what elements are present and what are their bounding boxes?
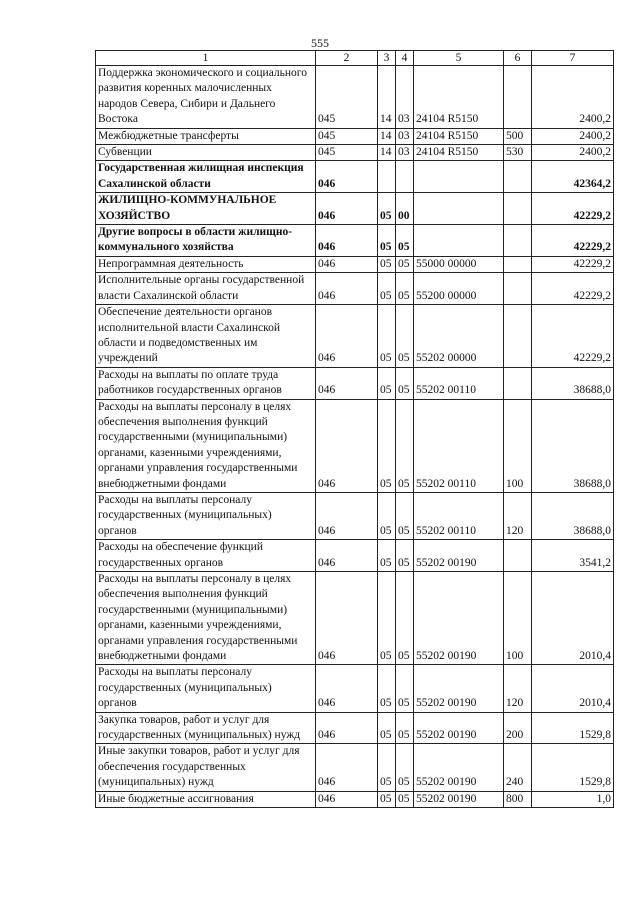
subsection-cell: 00 bbox=[396, 193, 414, 225]
row-name-cell: Субвенции bbox=[96, 145, 316, 161]
expense-type-cell bbox=[504, 193, 532, 225]
expense-type-cell: 100 bbox=[504, 572, 532, 665]
subsection-cell: 05 bbox=[396, 665, 414, 712]
amount-cell: 3541,2 bbox=[532, 540, 614, 572]
admin-code-cell: 046 bbox=[316, 540, 378, 572]
subsection-cell: 05 bbox=[396, 712, 414, 744]
section-cell: 14 bbox=[378, 128, 396, 144]
table-row bbox=[96, 193, 614, 225]
subsection-cell: 05 bbox=[396, 399, 414, 492]
target-article-cell: 55202 00110 bbox=[414, 492, 504, 539]
page-number: 555 bbox=[311, 36, 329, 50]
target-article-cell: 24104 R5150 bbox=[414, 128, 504, 144]
table-row bbox=[96, 492, 614, 539]
expense-type-cell bbox=[504, 305, 532, 368]
expense-type-cell bbox=[504, 540, 532, 572]
section-cell: 05 bbox=[378, 399, 396, 492]
amount-cell: 42229,2 bbox=[532, 273, 614, 305]
expense-type-cell: 500 bbox=[504, 128, 532, 144]
amount-cell: 42229,2 bbox=[532, 256, 614, 272]
target-article-cell: 55202 00190 bbox=[414, 744, 504, 791]
admin-code-cell: 046 bbox=[316, 225, 378, 257]
admin-code-cell: 046 bbox=[316, 492, 378, 539]
table-row bbox=[96, 399, 614, 492]
subsection-cell: 05 bbox=[396, 791, 414, 807]
expense-type-cell bbox=[504, 161, 532, 193]
expense-type-cell: 530 bbox=[504, 145, 532, 161]
table-row bbox=[96, 305, 614, 368]
row-name-cell: Поддержка экономического и социального развития коренных малочисленных народов Севера, Сибири и Дальнего Востока bbox=[96, 66, 316, 129]
target-article-cell: 55202 00000 bbox=[414, 305, 504, 368]
table-row bbox=[96, 161, 614, 193]
target-article-cell: 55202 00190 bbox=[414, 665, 504, 712]
row-name-cell: Другие вопросы в области жилищно-коммунального хозяйства bbox=[96, 225, 316, 257]
target-article-cell: 55000 00000 bbox=[414, 256, 504, 272]
expense-type-cell: 800 bbox=[504, 791, 532, 807]
subsection-cell: 05 bbox=[396, 540, 414, 572]
target-article-cell: 55200 00000 bbox=[414, 273, 504, 305]
target-article-cell: 55202 00110 bbox=[414, 399, 504, 492]
target-article-cell: 24104 R5150 bbox=[414, 145, 504, 161]
table-row bbox=[96, 665, 614, 712]
amount-cell: 2010,4 bbox=[532, 665, 614, 712]
admin-code-cell: 046 bbox=[316, 399, 378, 492]
amount-cell: 1529,8 bbox=[532, 712, 614, 744]
subsection-cell: 05 bbox=[396, 744, 414, 791]
row-name-cell: Расходы на обеспечение функций государственных органов bbox=[96, 540, 316, 572]
column-header: 6 bbox=[504, 51, 532, 66]
admin-code-cell: 046 bbox=[316, 791, 378, 807]
subsection-cell: 05 bbox=[396, 492, 414, 539]
section-cell: 05 bbox=[378, 540, 396, 572]
table-row bbox=[96, 145, 614, 161]
subsection-cell bbox=[396, 161, 414, 193]
expense-type-cell: 240 bbox=[504, 744, 532, 791]
row-name-cell: Закупка товаров, работ и услуг для государственных (муниципальных) нужд bbox=[96, 712, 316, 744]
subsection-cell: 05 bbox=[396, 256, 414, 272]
amount-cell: 1,0 bbox=[532, 791, 614, 807]
column-header: 4 bbox=[396, 51, 414, 66]
section-cell: 05 bbox=[378, 744, 396, 791]
expense-type-cell bbox=[504, 273, 532, 305]
column-header: 5 bbox=[414, 51, 504, 66]
table-row bbox=[96, 540, 614, 572]
table-header-row bbox=[96, 51, 614, 66]
admin-code-cell: 045 bbox=[316, 66, 378, 129]
amount-cell: 38688,0 bbox=[532, 492, 614, 539]
amount-cell: 42229,2 bbox=[532, 305, 614, 368]
admin-code-cell: 045 bbox=[316, 145, 378, 161]
section-cell: 05 bbox=[378, 665, 396, 712]
section-cell: 05 bbox=[378, 305, 396, 368]
admin-code-cell: 046 bbox=[316, 572, 378, 665]
section-cell: 14 bbox=[378, 145, 396, 161]
row-name-cell: ЖИЛИЩНО-КОММУНАЛЬНОЕ ХОЗЯЙСТВО bbox=[96, 193, 316, 225]
amount-cell: 42229,2 bbox=[532, 193, 614, 225]
target-article-cell: 55202 00190 bbox=[414, 572, 504, 665]
section-cell: 05 bbox=[378, 572, 396, 665]
row-name-cell: Расходы на выплаты персоналу государственных (муниципальных) органов bbox=[96, 492, 316, 539]
subsection-cell: 03 bbox=[396, 128, 414, 144]
target-article-cell bbox=[414, 225, 504, 257]
admin-code-cell: 046 bbox=[316, 665, 378, 712]
row-name-cell: Расходы на выплаты персоналу в целях обеспечения выполнения функций государственными (муниципальными) органами, казенными учреждениями, органами управления государственными внебюджетными фондами bbox=[96, 399, 316, 492]
table-body bbox=[96, 66, 614, 808]
admin-code-cell: 046 bbox=[316, 305, 378, 368]
subsection-cell: 03 bbox=[396, 145, 414, 161]
admin-code-cell: 046 bbox=[316, 193, 378, 225]
subsection-cell: 05 bbox=[396, 273, 414, 305]
admin-code-cell: 046 bbox=[316, 367, 378, 399]
row-name-cell: Межбюджетные трансферты bbox=[96, 128, 316, 144]
row-name-cell: Государственная жилищная инспекция Сахалинской области bbox=[96, 161, 316, 193]
column-header: 2 bbox=[316, 51, 378, 66]
target-article-cell: 55202 00190 bbox=[414, 540, 504, 572]
table-row bbox=[96, 712, 614, 744]
subsection-cell: 05 bbox=[396, 305, 414, 368]
section-cell: 14 bbox=[378, 66, 396, 129]
amount-cell: 42229,2 bbox=[532, 225, 614, 257]
amount-cell: 2400,2 bbox=[532, 66, 614, 129]
section-cell: 05 bbox=[378, 492, 396, 539]
subsection-cell: 03 bbox=[396, 66, 414, 129]
section-cell: 05 bbox=[378, 367, 396, 399]
admin-code-cell: 045 bbox=[316, 128, 378, 144]
target-article-cell bbox=[414, 193, 504, 225]
amount-cell: 2400,2 bbox=[532, 128, 614, 144]
column-header: 1 bbox=[96, 51, 316, 66]
expense-type-cell bbox=[504, 367, 532, 399]
column-header: 3 bbox=[378, 51, 396, 66]
admin-code-cell: 046 bbox=[316, 712, 378, 744]
amount-cell: 38688,0 bbox=[532, 367, 614, 399]
target-article-cell: 55202 00110 bbox=[414, 367, 504, 399]
row-name-cell: Исполнительные органы государственной власти Сахалинской области bbox=[96, 273, 316, 305]
row-name-cell: Иные бюджетные ассигнования bbox=[96, 791, 316, 807]
expense-type-cell bbox=[504, 66, 532, 129]
admin-code-cell: 046 bbox=[316, 256, 378, 272]
table-row bbox=[96, 128, 614, 144]
section-cell: 05 bbox=[378, 791, 396, 807]
subsection-cell: 05 bbox=[396, 367, 414, 399]
table-row bbox=[96, 256, 614, 272]
row-name-cell: Расходы на выплаты персоналу в целях обеспечения выполнения функций государственными (муниципальными) органами, казенными учреждениями, органами управления государственными внебюджетными фондами bbox=[96, 572, 316, 665]
expense-type-cell: 100 bbox=[504, 399, 532, 492]
table-row bbox=[96, 744, 614, 791]
admin-code-cell: 046 bbox=[316, 273, 378, 305]
row-name-cell: Обеспечение деятельности органов исполнительной власти Сахалинской области и подведомственных им учреждений bbox=[96, 305, 316, 368]
column-header: 7 bbox=[532, 51, 614, 66]
expense-type-cell bbox=[504, 256, 532, 272]
row-name-cell: Непрограммная деятельность bbox=[96, 256, 316, 272]
amount-cell: 42364,2 bbox=[532, 161, 614, 193]
amount-cell: 1529,8 bbox=[532, 744, 614, 791]
section-cell: 05 bbox=[378, 273, 396, 305]
row-name-cell: Расходы на выплаты по оплате труда работников государственных органов bbox=[96, 367, 316, 399]
table-row bbox=[96, 367, 614, 399]
expense-type-cell: 200 bbox=[504, 712, 532, 744]
target-article-cell bbox=[414, 161, 504, 193]
section-cell bbox=[378, 161, 396, 193]
target-article-cell: 24104 R5150 bbox=[414, 66, 504, 129]
table-row bbox=[96, 791, 614, 807]
subsection-cell: 05 bbox=[396, 225, 414, 257]
section-cell: 05 bbox=[378, 256, 396, 272]
amount-cell: 38688,0 bbox=[532, 399, 614, 492]
budget-table bbox=[95, 50, 614, 808]
expense-type-cell bbox=[504, 225, 532, 257]
amount-cell: 2400,2 bbox=[532, 145, 614, 161]
table-row bbox=[96, 66, 614, 129]
admin-code-cell: 046 bbox=[316, 744, 378, 791]
table-row bbox=[96, 572, 614, 665]
amount-cell: 2010,4 bbox=[532, 572, 614, 665]
expense-type-cell: 120 bbox=[504, 492, 532, 539]
row-name-cell: Расходы на выплаты персоналу государственных (муниципальных) органов bbox=[96, 665, 316, 712]
expense-type-cell: 120 bbox=[504, 665, 532, 712]
section-cell: 05 bbox=[378, 712, 396, 744]
table-row bbox=[96, 225, 614, 257]
table-row bbox=[96, 273, 614, 305]
target-article-cell: 55202 00190 bbox=[414, 791, 504, 807]
section-cell: 05 bbox=[378, 193, 396, 225]
target-article-cell: 55202 00190 bbox=[414, 712, 504, 744]
section-cell: 05 bbox=[378, 225, 396, 257]
subsection-cell: 05 bbox=[396, 572, 414, 665]
row-name-cell: Иные закупки товаров, работ и услуг для обеспечения государственных (муниципальных) нужд bbox=[96, 744, 316, 791]
admin-code-cell: 046 bbox=[316, 161, 378, 193]
